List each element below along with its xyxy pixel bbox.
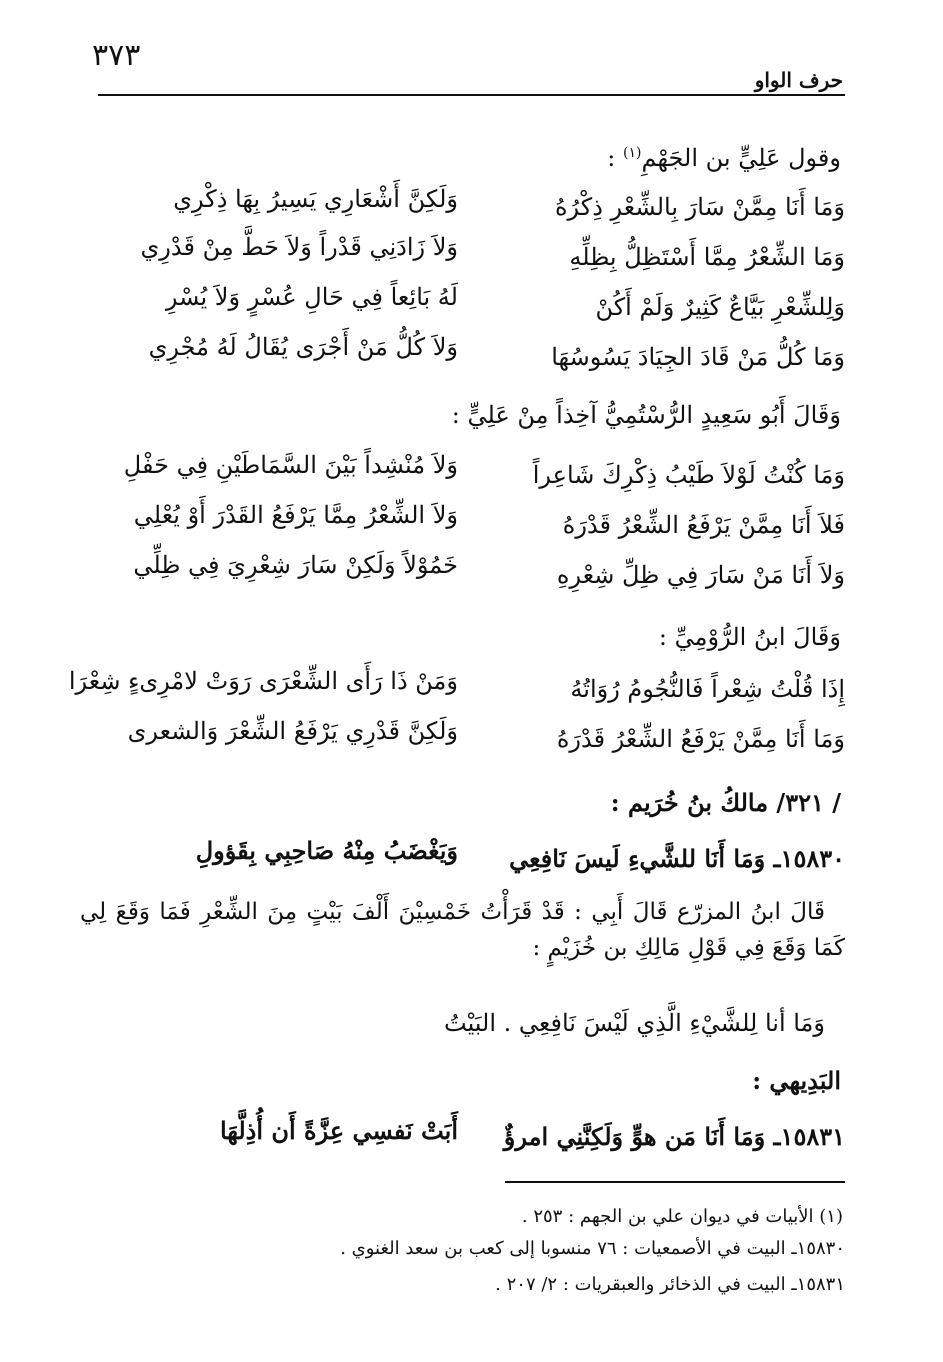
verse-first-hemistich: وَمَا أَنَا مِمَّنْ يَرْفَعُ الشِّعْرُ قَدْرَهُ [556,725,845,753]
verse-first-hemistich: وَمَا الشِّعْرُ مِمَّا أَسْتَظِلُّ بِظِلِّهِ [569,243,845,271]
entry-verse-first: ١٥٨٣٠ـ وَمَا أَنَا للشَّيءِ لَيسَ نَافِعِي [509,844,845,873]
verse-second-hemistich: وَلاَ الشِّعْرُ مِمَّا يَرْفَعُ القَدْرَ أَوْ يُعْلِي [133,501,458,529]
commentary-paragraph: قَالَ ابنُ المزرّع قَالَ أَبِي : قَدْ قَرَأْتُ خَمْسِيْنَ أَلْفَ بَيْتٍ مِنَ الشِّعْرِ فَمَا وَقَعَ لِي كَمَا وَقَعَ فِي قَوْلِ مَالِكِ بن خُزَيْمٍ : [80,899,845,961]
verse-first-hemistich: فَلاَ أَنَا مِمَّنْ يَرْفَعُ الشِّعْرُ قَدْرَهُ [562,511,845,539]
section-intro: وَقَالَ ابنُ الرُّوْمِيِّ : [658,623,841,651]
footnote-ref[interactable]: (١) [623,145,642,161]
verse-first-hemistich: وَمَا كُلُّ مَنْ قَادَ الجِيَادَ يَسُوسُهَا [551,343,845,371]
entry-verse-second: أَبَتْ نَفسِي عِزَّةً أَن أُذِلَّهَا [219,1116,458,1145]
footnote: (١) الأبيات في ديوان علي بن الجهم : ٢٥٣ . [521,1206,843,1227]
verse-second-hemistich: خَمُوْلاً وَلَكِنْ سَارَ شِعْرِيَ فِي ظِلِّي [133,551,458,579]
entry-heading: البَدِيهي : [752,1066,841,1095]
verse-second-hemistich: وَلَكِنَّ قَدْرِي يَرْفَعُ الشِّعْرَ وَالشعرى [127,717,458,745]
verse-second-hemistich: وَلاَ زَادَنِي قَدْراً وَلاَ حَطَّ مِنْ قَدْرِي [140,233,458,261]
verse-second-hemistich: لَهُ بَائِعاً فِي حَالِ عُسْرٍ وَلاَ يُسْرِ [165,283,458,311]
intro-text: وقول عَلِيٍّ بن الجَهْمِ [641,144,841,172]
verse-second-hemistich: وَمَنْ ذَا رَأَى الشِّعْرَى رَوَتْ لامْرِىءٍ شِعْرَا [68,667,458,695]
section-intro [607,136,841,175]
verse-second-hemistich: وَلَكِنَّ أَشْعَارِي يَسِيرُ بِهَا ذِكْرِي [173,185,458,213]
entry-verse-first: ١٥٨٣١ـ وَمَا أَنَا مَن هوٍّ وَلَكِنَّنِي امرؤٌ [503,1122,845,1151]
header-divider [98,94,845,96]
entry-heading: / ٣٢١/ مالكُ بنُ خُرَيم : [610,788,841,817]
verse-first-hemistich: وَمَا كُنْتُ لَوْلاَ طَيْبُ ذِكْرِكَ شَاعِراً [532,461,845,489]
quoted-verse: وَمَا أنا لِلشَّيْءِ الَّذِي لَيْسَ نَافِعِي . البَيْتُ [444,1009,825,1037]
footnote-divider [505,1181,845,1183]
verse-first-hemistich: وَلِلشِّعْرِ بَيَّاعٌ كَثِيرٌ وَلَمْ أَكُنْ [595,293,845,321]
footnote: ١٥٨٣١ـ البيت في الذخائر والعبقريات : ٢/ ٢٠٧ . [495,1274,845,1295]
verse-first-hemistich: وَمَا أَنَا مِمَّنْ سَارَ بِالشِّعْرِ ذِكْرُهُ [554,193,845,221]
verse-first-hemistich: وَلاَ أَنَا مَنْ سَارَ فِي ظِلِّ شِعْرِهِ [556,561,845,589]
section-intro: وَقَالَ أَبُو سَعِيدٍ الرُّسْتُمِيُّ آخِذاً مِنْ عَلِيٍّ : [451,401,841,429]
intro-colon: : [607,144,624,172]
running-header-title: حرف الواو [754,68,843,92]
page-number: ٣٧٣ [92,38,141,73]
verse-second-hemistich: وَلاَ كُلُّ مَنْ أَجْرَى يُقَالُ لَهُ مُجْرِي [148,333,458,361]
verse-second-hemistich: وَلاَ مُنْشِداً بَيْنَ السَّمَاطَيْنِ فِي حَفْلِ [123,451,458,479]
footnote: ١٥٨٣٠ـ البيت في الأصمعيات : ٧٦ منسوبا إلى كعب بن سعد الغنوي . [340,1238,845,1259]
verse-first-hemistich: إِذَا قُلْتُ شِعْراً فَالنُّجُومُ رُوَاتُهُ [570,675,845,703]
entry-verse-second: وَيَغْضَبُ مِنْهُ صَاحِبِي بِقَؤولِ [195,836,458,865]
